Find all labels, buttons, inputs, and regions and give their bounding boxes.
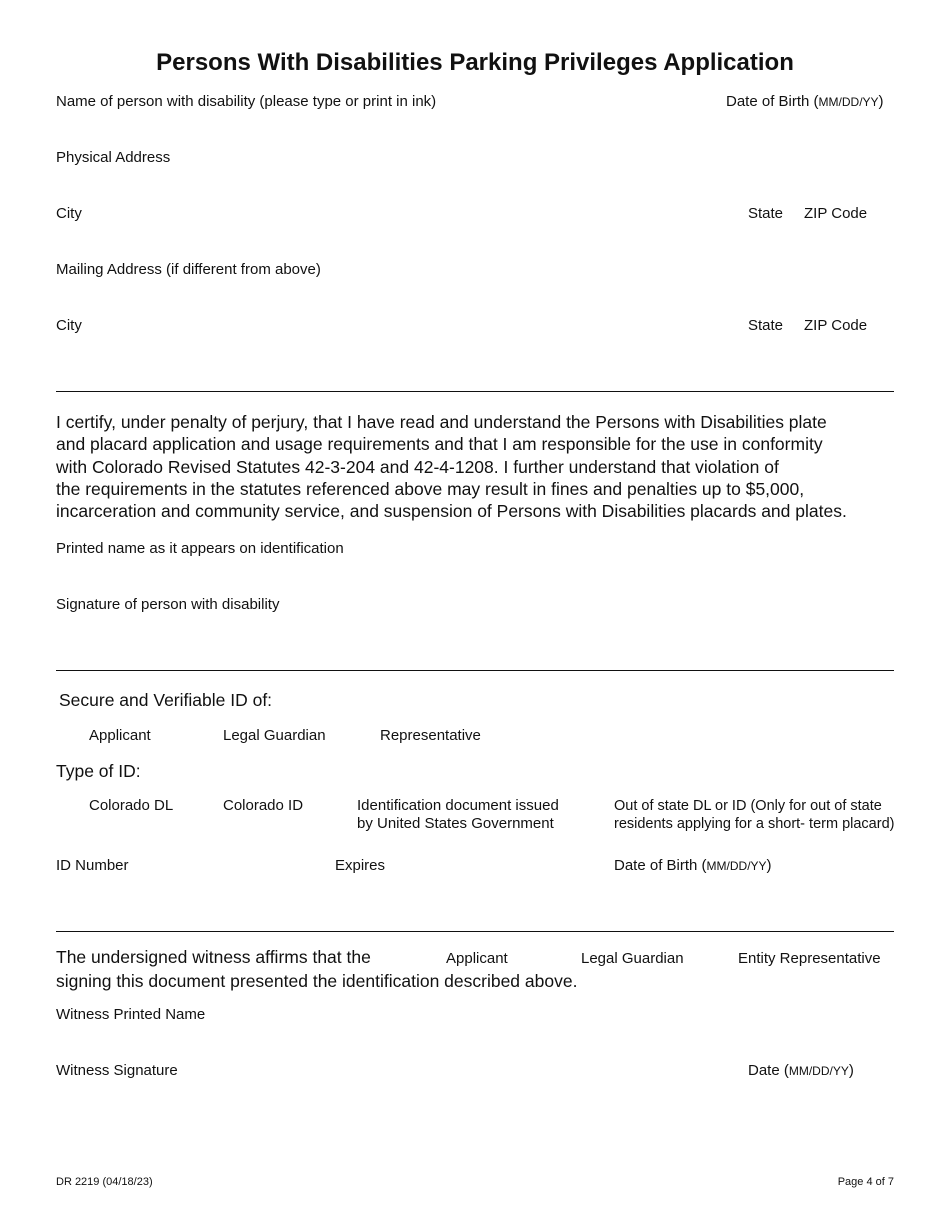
mailing-address-field[interactable] xyxy=(56,261,321,278)
witness-statement-line2: signing this document presented the identification described above. xyxy=(56,971,578,991)
zip-label: ZIP Code xyxy=(804,205,868,222)
witness-statement-line1: The undersigned witness affirms that the xyxy=(56,947,371,967)
zip-field[interactable] xyxy=(804,205,867,222)
city-field[interactable] xyxy=(56,205,82,222)
certification-line: the requirements in the statutes referenced above may result in fines and penalties up to $5,000, xyxy=(56,478,805,499)
id-type-colorado-dl-label: Colorado DL xyxy=(89,797,174,814)
certification-line: incarceration and community service, and suspension of Persons with Disabilities placards and plates. xyxy=(56,501,847,522)
city-label: City xyxy=(56,205,82,222)
witness-legal-guardian-option[interactable] xyxy=(581,950,684,967)
page-title: Persons With Disabilities Parking Privileges Application xyxy=(156,49,794,76)
applicant-name-field[interactable] xyxy=(56,93,436,110)
applicant-dob-close: ) xyxy=(878,93,884,110)
mailing-zip-field[interactable] xyxy=(804,317,867,334)
section-divider xyxy=(56,391,894,392)
id-type-us-government-label-line1: Identification document issued xyxy=(357,797,559,814)
witness-printed-name-label: Witness Printed Name xyxy=(56,1006,206,1023)
id-of-representative-label: Representative xyxy=(380,727,481,744)
id-type-colorado-id-label: Colorado ID xyxy=(223,797,304,814)
witness-date-close: ) xyxy=(848,1062,854,1079)
physical-address-field[interactable] xyxy=(56,149,170,166)
printed-name-label: Printed name as it appears on identification xyxy=(56,540,344,557)
id-dob-close: ) xyxy=(766,857,772,874)
id-dob-field[interactable] xyxy=(614,857,772,874)
id-of-heading: Secure and Verifiable ID of: xyxy=(59,690,273,710)
id-type-out-of-state-label-line1: Out of state DL or ID (Only for out of state xyxy=(614,798,882,814)
applicant-name-label: Name of person with disability (please type or print in ink) xyxy=(56,93,437,110)
id-type-colorado-dl-option[interactable] xyxy=(89,797,173,814)
id-number-field[interactable] xyxy=(56,857,129,874)
witness-entity-representative-label: Entity Representative xyxy=(738,950,881,967)
certification-statement xyxy=(56,411,906,522)
id-type-colorado-id-option[interactable] xyxy=(223,797,303,814)
id-of-legal-guardian-label: Legal Guardian xyxy=(223,727,326,744)
id-of-applicant-option[interactable] xyxy=(89,727,151,744)
id-type-out-of-state-option[interactable] xyxy=(614,797,894,833)
witness-printed-name-field[interactable] xyxy=(56,1006,205,1023)
id-number-label: ID Number xyxy=(56,857,129,874)
id-of-representative-option[interactable] xyxy=(380,727,481,744)
applicant-dob-label: Date of Birth ( xyxy=(726,93,819,110)
applicant-signature-field[interactable] xyxy=(56,596,279,613)
certification-line: with Colorado Revised Statutes 42-3-204 and 42-4-1208. I further understand that violation of xyxy=(56,456,779,477)
id-type-us-government-label-line2: by United States Government xyxy=(357,815,554,832)
witness-date-format: MM/DD/YY xyxy=(788,1064,849,1078)
mailing-city-label: City xyxy=(56,317,82,334)
mailing-state-field[interactable] xyxy=(748,317,783,334)
witness-entity-representative-option[interactable] xyxy=(738,950,881,967)
id-expires-field[interactable] xyxy=(335,857,385,874)
id-dob-format: MM/DD/YY xyxy=(706,859,767,873)
printed-name-field[interactable] xyxy=(56,540,344,557)
applicant-dob-field[interactable] xyxy=(726,93,884,110)
state-field[interactable] xyxy=(748,205,783,222)
section-divider xyxy=(56,931,894,932)
witness-date-field[interactable] xyxy=(748,1062,854,1079)
witness-signature-field[interactable] xyxy=(56,1062,178,1079)
witness-legal-guardian-label: Legal Guardian xyxy=(581,950,684,967)
mailing-address-label: Mailing Address (if different from above) xyxy=(56,261,321,278)
mailing-state-label: State xyxy=(748,317,784,334)
witness-applicant-label: Applicant xyxy=(446,950,508,967)
page-number: Page 4 of 7 xyxy=(837,1176,894,1188)
id-type-heading: Type of ID: xyxy=(56,761,141,781)
applicant-signature-label: Signature of person with disability xyxy=(56,596,280,613)
witness-date-label: Date ( xyxy=(748,1062,789,1079)
id-type-out-of-state-label-line2: residents applying for a short- term placard) xyxy=(614,816,895,832)
id-of-legal-guardian-option[interactable] xyxy=(223,727,326,744)
witness-applicant-option[interactable] xyxy=(446,950,508,967)
mailing-city-field[interactable] xyxy=(56,317,82,334)
id-type-us-government-option[interactable] xyxy=(357,797,559,833)
mailing-zip-label: ZIP Code xyxy=(804,317,868,334)
form-number: DR 2219 (04/18/23) xyxy=(56,1176,153,1188)
state-label: State xyxy=(748,205,784,222)
id-expires-label: Expires xyxy=(335,857,386,874)
certification-line: and placard application and usage requirements and that I am responsible for the use in conformity xyxy=(56,434,823,455)
section-divider xyxy=(56,670,894,671)
certification-line: I certify, under penalty of perjury, that I have read and understand the Persons with Disabilities plate xyxy=(56,412,827,432)
id-of-applicant-label: Applicant xyxy=(89,727,151,744)
witness-signature-label: Witness Signature xyxy=(56,1062,178,1079)
applicant-dob-format: MM/DD/YY xyxy=(818,95,879,109)
id-dob-label: Date of Birth ( xyxy=(614,857,707,874)
physical-address-label: Physical Address xyxy=(56,149,171,166)
